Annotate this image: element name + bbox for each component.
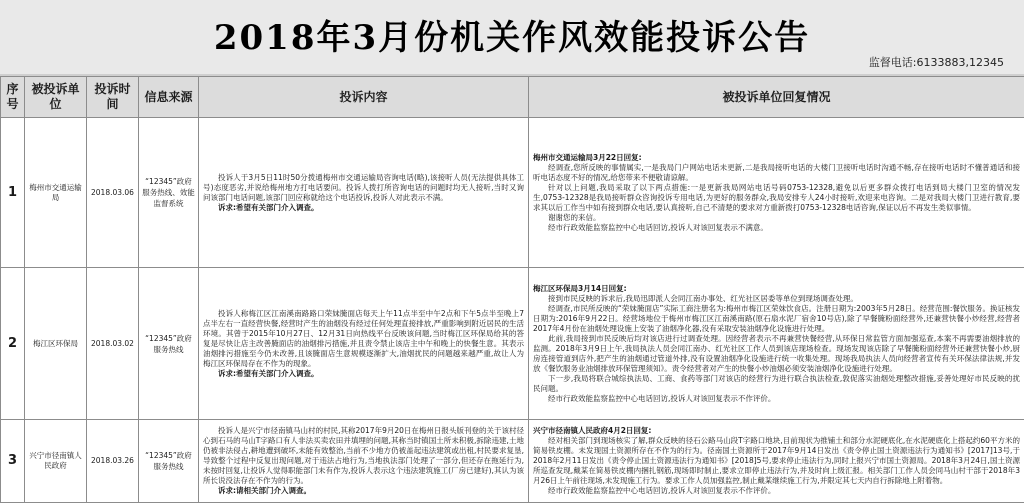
table-row xyxy=(1,420,1024,503)
hotline-text: 监督电话:6133883,12345 xyxy=(869,54,1004,70)
reply-paragraph: 经对相关部门到现场核实了解,群众反映的径石公路马山段T字路口地块,目前现状为推铺土和部分水泥硬底化,在水泥硬底化上搭起约60平方米的简易铁皮棚。未发现国土资源所存在不作为的行为。径南国土资源所于2017年9月14日发出《责令停止国土资源违法行为通知书》[2017]13号,于2018年2月11日发出《责令停止国土资源违法行为通知书》[2018]5号,要求停止违法行为,同时上报兴宁市国土资源局。2018年3月24日,国土资源所巡查发现,戴某在简易铁皮棚内捆扎钢筋,现场即时制止,要求立即停止违法行为,并及时向上级汇报。相关部门工作人员会同马山村干部于2018年3月26日上午前往现场,未发现施工行为。要求工作人员加强监控,制止戴某继续施工行为,并限定其七天内自行拆除地上附着物。 xyxy=(533,436,1020,486)
page-title: 2018年3月份机关作风效能投诉公告 xyxy=(0,10,1024,59)
row-source: “12345”政府服务热线、效能监督系统 xyxy=(139,118,199,268)
row-index: 2 xyxy=(1,268,25,420)
row-complaint xyxy=(199,420,529,503)
title-bar xyxy=(0,0,1024,76)
row-index: 1 xyxy=(1,118,25,268)
col-header-source: 信息来源 xyxy=(139,77,199,118)
reply-paragraph: 针对以上问题,我局采取了以下两点措施:一是更新我局网站电话号码0753-12328,避免以后更多群众拨打电话到局大楼门卫室的情况发生,0753-12328是我局接听群众咨询投诉专用电话,为更好的服务群众,我局安排专人24小时接听,欢迎来电咨询。二是对我局大楼门卫进行教育,要求其以后工作当中如有接到群众电话,要认真接听,自己不清楚的要求对方重新拨打0753-12328电话咨询,保证以后不再发生类似事情。 xyxy=(533,183,1020,213)
reply-heading: 梅江区环保局3月14日回复: xyxy=(533,284,1020,294)
row-reply xyxy=(529,118,1024,268)
table-row xyxy=(1,268,1024,420)
reply-paragraph: 经调查,您所反映的事情属实,一是我局门户网站电话未更新,二是我局接听电话的大楼门卫接听电话时沟通不畅,存在接听电话时不懂普通话和接听电话态度不好的情况,给您带来不便敬请谅解。 xyxy=(533,163,1020,183)
table-header-row xyxy=(1,77,1024,118)
row-time: 2018.03.26 xyxy=(87,420,139,503)
row-time: 2018.03.06 xyxy=(87,118,139,268)
row-source: “12345”政府服务热线 xyxy=(139,268,199,420)
complaint-demand: 诉求:希望有关部门介入调查。 xyxy=(203,203,524,213)
row-time: 2018.03.02 xyxy=(87,268,139,420)
reply-paragraph: 此前,我局接到市民反映后均对该店进行过调查处理。因经营者表示不再兼营快餐经营,从环保日常监管方面加强巡查,本案不再需要油烟排放的监测。2018年3月9日上午,我局执法人员会同江南办、红光社区工作人员到该店现场检查。现场发现该店除了早餐腌粉面经营外还兼营快餐小炒,厨房连接管道到店外,把产生的油烟通过管道外排,没有设置油烟净化设施进行统一收集处理。现场我局执法人员向经营者宣传有关环保法律法规,并发放《餐饮服务业油烟排放环保管理须知》。责令经营者对产生的快餐小炒油烟必须安装油烟净化设施进行处理。 xyxy=(533,334,1020,374)
col-header-complaint: 投诉内容 xyxy=(199,77,529,118)
table-row xyxy=(1,118,1024,268)
col-header-time: 投诉时间 xyxy=(87,77,139,118)
row-index: 3 xyxy=(1,420,25,503)
col-header-unit: 被投诉单位 xyxy=(25,77,87,118)
row-complaint xyxy=(199,118,529,268)
complaint-demand: 诉求:希望有关部门介入调查。 xyxy=(203,369,524,379)
row-unit: 梅江区环保局 xyxy=(25,268,87,420)
row-reply xyxy=(529,268,1024,420)
complaint-demand: 诉求:请相关部门介入调查。 xyxy=(203,486,524,496)
reply-paragraph: 接到市民反映的诉求后,我局迅即派人会同江南办事处、红光社区居委等单位到现场调查处理。 xyxy=(533,294,1020,304)
row-unit: 梅州市交通运输局 xyxy=(25,118,87,268)
complaint-text: 投诉人称梅江区江南溪南路路口荣妹腌面店每天上午11点半至中午2点和下午5点半至晚上7点半左右一直经营快餐,经营时产生的油烟没有经过任何处理直接排放,严重影响到附近居民的生活环境。其曾于2015年10月27日、12月31日向热线平台反映该问题,当时梅江区环保局给其的答复是尽快让店主改善腌面店的油烟排污措施,并且责令禁止该店主中午和晚上的快餐生意。其表示油烟排污措施至今仍未改善,且该腌面店生意规模逐渐扩大,油烟扰民的问题越来越严重,故让人为梅江区环保局存在不作为的现象。 xyxy=(203,309,524,369)
row-complaint xyxy=(199,268,529,420)
reply-paragraph: 经市行政效能监察监控中心电话回访,投诉人对该回复表示不满意。 xyxy=(533,223,1020,233)
complaint-table xyxy=(0,76,1024,503)
complaint-text: 投诉人是兴宁市径南镇马山村的村民,其称2017年9月20日在梅州日报头版刊登的关于该村径心到石马的马山T字路口有人非法买卖农田并填埋的问题,其称当时镇国土所未积极,拆除违建,土地仍被非法侵占,耕地遭到破坏,未能有效整治,当前不少地方仍被盖起违法建筑或出租,村民要求复垦,导致整个过程中反复出现问题,对于违法占地行为,当地执法部门处理了一部分,但还存在拖延行为,未按时回复,让投诉人觉得职能部门未有作为,投诉人表示这个违法建筑施工(厂房已建好),其认为该所长说没法存在不作为的行为。 xyxy=(203,426,524,486)
reply-paragraph: 经市行政效能监察监控中心电话回访,投诉人对该回复表示不作评价。 xyxy=(533,486,1020,496)
col-header-index: 序号 xyxy=(1,77,25,118)
reply-heading: 兴宁市径南镇人民政府4月2日回复: xyxy=(533,426,1020,436)
col-header-reply: 被投诉单位回复情况 xyxy=(529,77,1024,118)
reply-paragraph: 经市行政效能监察监控中心电话回访,投诉人对该回复表示不作评价。 xyxy=(533,394,1020,404)
reply-heading: 梅州市交通运输局3月22日回复: xyxy=(533,153,1020,163)
reply-paragraph: 经调查,市民所反映的“荣妹腌面店”实际工商注册名为:梅州市梅江区荣妹饮食店。注册日期为:2003年5月28日。经营范围:餐饮服务。换证核发日期为:2016年9月22日。经营场地位于梅州市梅江区江南溪南路(原石扇水泥厂宿舍10号店),除了早餐腌粉面经营外,还兼营快餐小炒经营,经营者2017年4月份在油烟处理设施上安装了油烟净化器,没有采取安装油烟净化设施进行处理。 xyxy=(533,304,1020,334)
row-unit: 兴宁市径南镇人民政府 xyxy=(25,420,87,503)
reply-paragraph: 下一步,我局将联合城综执法局、工商、食药等部门对该店的经营行为进行联合执法检查,敦促落实油烟处理整改措施,妥善处理好市民反映的扰民问题。 xyxy=(533,374,1020,394)
complaint-text: 投诉人于3月5日11时50分拨通梅州市交通运输局咨询电话(略),该接听人员(无法提供具体工号)态度恶劣,并说给梅州地方打电话要问。投诉人拨打所咨询电话的问题时均无人接听,当时又询问该部门电话问题,该部门回应称就给这个电话投诉,投诉人对此表示不满。 xyxy=(203,173,524,203)
reply-paragraph: 谢谢您的来信。 xyxy=(533,213,1020,223)
row-reply xyxy=(529,420,1024,503)
row-source: “12345”政府服务热线 xyxy=(139,420,199,503)
